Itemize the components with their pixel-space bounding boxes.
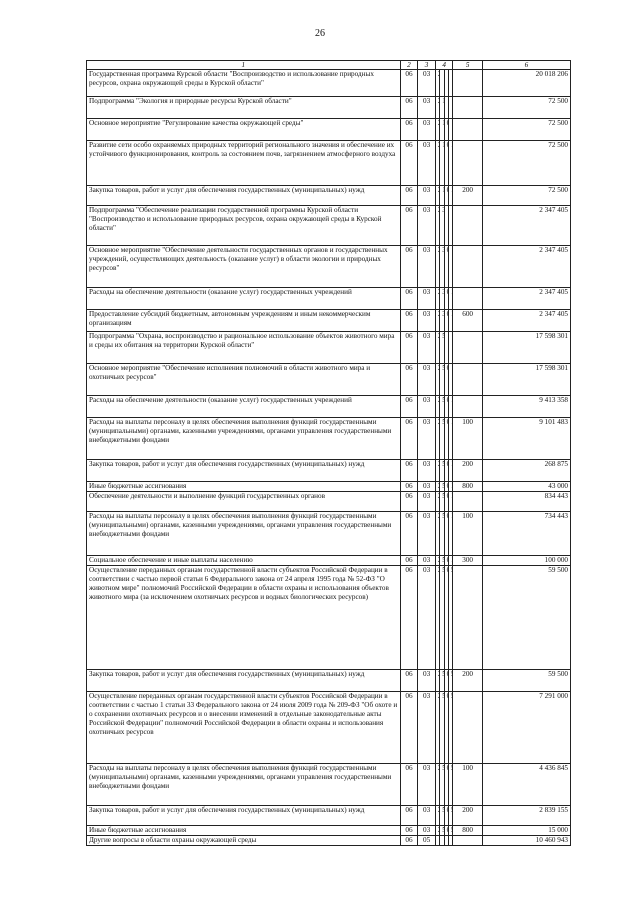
row-name: Расходы на выплаты персоналу в целях обеспечения выполнения функций государственными (муниципальными) органами, казенными учреждениями, органами управления государственными внебюджетными фондами <box>87 418 401 460</box>
row-subsection: 03 <box>418 97 436 119</box>
table-row <box>87 310 571 332</box>
row-subsection: 03 <box>418 332 436 364</box>
table-row <box>87 141 571 186</box>
row-section: 06 <box>400 418 418 460</box>
row-subsection: 03 <box>418 692 436 764</box>
table-row <box>87 670 571 692</box>
row-section: 06 <box>400 836 418 846</box>
table-row <box>87 206 571 246</box>
row-expense-type <box>453 206 482 246</box>
row-direction <box>449 826 453 836</box>
row-expense-type: 200 <box>453 806 482 826</box>
table-row <box>87 396 571 418</box>
row-name: Расходы на обеспечение деятельности (оказание услуг) государственных учреждений <box>87 396 401 418</box>
row-amount: 10 460 943 <box>482 836 570 846</box>
row-expense-type <box>453 836 482 846</box>
table-row <box>87 836 571 846</box>
table-row <box>87 418 571 460</box>
row-expense-type: 800 <box>453 482 482 492</box>
table-row <box>87 764 571 806</box>
table-header-row <box>87 61 571 70</box>
row-expense-type <box>453 332 482 364</box>
row-expense-type: 100 <box>453 418 482 460</box>
row-subsection: 03 <box>418 418 436 460</box>
row-amount: 7 291 000 <box>482 692 570 764</box>
row-amount: 734 443 <box>482 512 570 556</box>
row-amount: 59 500 <box>482 670 570 692</box>
row-amount: 9 101 483 <box>482 418 570 460</box>
row-name: Предоставление субсидий бюджетным, автономным учреждениям и иным некоммерческим организациям <box>87 310 401 332</box>
row-amount: 2 347 405 <box>482 246 570 288</box>
row-amount: 9 413 358 <box>482 396 570 418</box>
row-subsection: 03 <box>418 206 436 246</box>
row-expense-type <box>453 246 482 288</box>
table-row <box>87 460 571 482</box>
row-name: Основное мероприятие "Обеспечение деятельности государственных органов и государственных учреждений, осуществляющих деятельность (оказание услуг) в области экологии и природных ресурсов" <box>87 246 401 288</box>
row-amount: 20 018 206 <box>482 70 570 97</box>
row-subsection: 03 <box>418 806 436 826</box>
table-row <box>87 826 571 836</box>
row-section: 06 <box>400 332 418 364</box>
row-name: Осуществление переданных органам государственной власти субъектов Российской Федерации в соответствии с частью первой статьи 6 Федерального закона от 24 апреля 1995 года № 52-ФЗ "О животном мире" полномочий Российской Федерации в области охраны и использования объектов животного мира (за исключением охотничьих ресурсов и водных биологических ресурсов) <box>87 566 401 670</box>
row-direction <box>449 556 453 566</box>
row-amount: 72 500 <box>482 97 570 119</box>
row-subsection: 03 <box>418 482 436 492</box>
header-section: 2 <box>400 61 418 70</box>
row-subprogram <box>440 556 444 566</box>
row-section: 06 <box>400 97 418 119</box>
row-amount: 72 500 <box>482 119 570 141</box>
header-amount: 6 <box>482 61 570 70</box>
row-amount: 2 347 405 <box>482 206 570 246</box>
row-expense-type <box>453 97 482 119</box>
row-expense-type: 200 <box>453 670 482 692</box>
row-subprogram <box>440 826 444 836</box>
row-name: Закупка товаров, работ и услуг для обеспечения государственных (муниципальных) нужд <box>87 460 401 482</box>
row-subsection: 03 <box>418 141 436 186</box>
table-row <box>87 246 571 288</box>
row-event <box>444 826 448 836</box>
row-amount: 72 500 <box>482 186 570 206</box>
row-name: Социальное обеспечение и иные выплаты населению <box>87 556 401 566</box>
row-expense-type <box>453 396 482 418</box>
row-name: Расходы на обеспечение деятельности (оказание услуг) государственных учреждений <box>87 288 401 310</box>
row-section: 06 <box>400 310 418 332</box>
row-subsection: 03 <box>418 119 436 141</box>
row-name: Основное мероприятие "Обеспечение исполнения полномочий в области животного мира и охотничьих ресурсов" <box>87 364 401 396</box>
row-subprogram <box>440 482 444 492</box>
header-subsection: 3 <box>418 61 436 70</box>
row-section: 06 <box>400 186 418 206</box>
row-subsection: 03 <box>418 246 436 288</box>
header-name: 1 <box>87 61 401 70</box>
row-section: 06 <box>400 826 418 836</box>
row-name: Подпрограмма "Экология и природные ресурсы Курской области" <box>87 97 401 119</box>
table-row <box>87 492 571 512</box>
table-row <box>87 332 571 364</box>
row-amount: 2 839 155 <box>482 806 570 826</box>
budget-table <box>86 60 571 846</box>
row-amount: 100 000 <box>482 556 570 566</box>
row-section: 06 <box>400 396 418 418</box>
row-subsection: 03 <box>418 764 436 806</box>
row-subsection: 03 <box>418 826 436 836</box>
row-name: Расходы на выплаты персоналу в целях обеспечения выполнения функций государственными (муниципальными) органами, казенными учреждениями, органами управления государственными внебюджетными фондами <box>87 764 401 806</box>
row-subsection: 03 <box>418 310 436 332</box>
table-row <box>87 566 571 670</box>
row-program <box>435 556 439 566</box>
row-name: Расходы на выплаты персоналу в целях обеспечения выполнения функций государственными (муниципальными) органами, казенными учреждениями, органами управления государственными внебюджетными фондами <box>87 512 401 556</box>
row-expense-type: 600 <box>453 310 482 332</box>
row-event <box>444 482 448 492</box>
row-subsection: 03 <box>418 556 436 566</box>
row-amount: 834 443 <box>482 492 570 512</box>
page-number: 26 <box>315 28 325 39</box>
row-section: 06 <box>400 206 418 246</box>
row-name: Закупка товаров, работ и услуг для обеспечения государственных (муниципальных) нужд <box>87 806 401 826</box>
row-amount: 4 436 845 <box>482 764 570 806</box>
row-name: Осуществление переданных органам государственной власти субъектов Российской Федерации в соответствии с частью 1 статьи 33 Федерального закона от 24 июля 2009 года № 209-ФЗ "Об охоте и о сохранении охотничьих ресурсов и о внесении изменений в отдельные законодательные акты Российской Федерации" полномочий Российской Федерации в области охраны и использования охотничьих ресурсов <box>87 692 401 764</box>
row-expense-type: 300 <box>453 556 482 566</box>
row-amount: 72 500 <box>482 141 570 186</box>
row-section: 06 <box>400 119 418 141</box>
row-subsection: 03 <box>418 512 436 556</box>
table-row <box>87 556 571 566</box>
row-subsection: 03 <box>418 492 436 512</box>
row-subsection: 03 <box>418 364 436 396</box>
row-expense-type <box>453 288 482 310</box>
row-amount: 2 347 405 <box>482 288 570 310</box>
row-expense-type: 200 <box>453 186 482 206</box>
row-section: 06 <box>400 482 418 492</box>
table-row <box>87 692 571 764</box>
header-expense-type: 5 <box>453 61 482 70</box>
table-row <box>87 288 571 310</box>
row-program <box>435 482 439 492</box>
table-row <box>87 97 571 119</box>
row-subsection: 03 <box>418 288 436 310</box>
row-amount: 43 000 <box>482 482 570 492</box>
row-name: Подпрограмма "Охрана, воспроизводство и рациональное использование объектов животного мира и среды их обитания на территории Курской области" <box>87 332 401 364</box>
row-name: Обеспечение деятельности и выполнение функций государственных органов <box>87 492 401 512</box>
row-section: 06 <box>400 556 418 566</box>
row-expense-type <box>453 492 482 512</box>
row-section: 06 <box>400 364 418 396</box>
row-section: 06 <box>400 512 418 556</box>
table-row <box>87 70 571 97</box>
row-subsection: 03 <box>418 670 436 692</box>
row-name: Другие вопросы в области охраны окружающей среды <box>87 836 401 846</box>
row-expense-type <box>453 364 482 396</box>
row-amount: 15 000 <box>482 826 570 836</box>
row-name: Основное мероприятие "Регулирование качества окружающей среды" <box>87 119 401 141</box>
row-amount: 17 598 301 <box>482 364 570 396</box>
row-section: 06 <box>400 246 418 288</box>
table-body <box>87 70 571 846</box>
table-row <box>87 482 571 492</box>
row-name: Государственная программа Курской области "Воспроизводство и использование природных ресурсов, охрана окружающей среды в Курской области" <box>87 70 401 97</box>
row-section: 06 <box>400 460 418 482</box>
row-section: 06 <box>400 70 418 97</box>
row-expense-type: 200 <box>453 460 482 482</box>
row-expense-type: 100 <box>453 512 482 556</box>
row-amount: 2 347 405 <box>482 310 570 332</box>
row-name: Подпрограмма "Обеспечение реализации государственной программы Курской области "Воспроизводство и использование природных ресурсов, охрана окружающей среды в Курской области" <box>87 206 401 246</box>
row-name: Развитие сети особо охраняемых природных территорий регионального значения и обеспечение их устойчивого функционирования, контроль за состоянием почв, загрязнением атмосферного воздуха <box>87 141 401 186</box>
row-program <box>435 826 439 836</box>
table-row <box>87 512 571 556</box>
row-name: Закупка товаров, работ и услуг для обеспечения государственных (муниципальных) нужд <box>87 186 401 206</box>
row-section: 06 <box>400 288 418 310</box>
row-amount: 268 875 <box>482 460 570 482</box>
row-direction <box>449 482 453 492</box>
row-name: Закупка товаров, работ и услуг для обеспечения государственных (муниципальных) нужд <box>87 670 401 692</box>
table-row <box>87 186 571 206</box>
row-name: Иные бюджетные ассигнования <box>87 482 401 492</box>
row-subsection: 05 <box>418 836 436 846</box>
row-amount: 59 500 <box>482 566 570 670</box>
row-expense-type: 100 <box>453 764 482 806</box>
table-row <box>87 806 571 826</box>
row-section: 06 <box>400 670 418 692</box>
row-name: Иные бюджетные ассигнования <box>87 826 401 836</box>
row-expense-type <box>453 692 482 764</box>
header-target-item: 4 <box>435 61 453 70</box>
row-subsection: 03 <box>418 566 436 670</box>
row-section: 06 <box>400 492 418 512</box>
row-section: 06 <box>400 692 418 764</box>
row-subsection: 03 <box>418 396 436 418</box>
row-subsection: 03 <box>418 460 436 482</box>
table-row <box>87 119 571 141</box>
row-section: 06 <box>400 141 418 186</box>
row-subsection: 03 <box>418 70 436 97</box>
row-section: 06 <box>400 566 418 670</box>
row-section: 06 <box>400 764 418 806</box>
row-expense-type <box>453 566 482 670</box>
row-expense-type: 800 <box>453 826 482 836</box>
table-row <box>87 364 571 396</box>
row-amount: 17 598 301 <box>482 332 570 364</box>
row-expense-type <box>453 70 482 97</box>
row-event <box>444 556 448 566</box>
row-subsection: 03 <box>418 186 436 206</box>
row-expense-type <box>453 141 482 186</box>
row-expense-type <box>453 119 482 141</box>
row-section: 06 <box>400 806 418 826</box>
